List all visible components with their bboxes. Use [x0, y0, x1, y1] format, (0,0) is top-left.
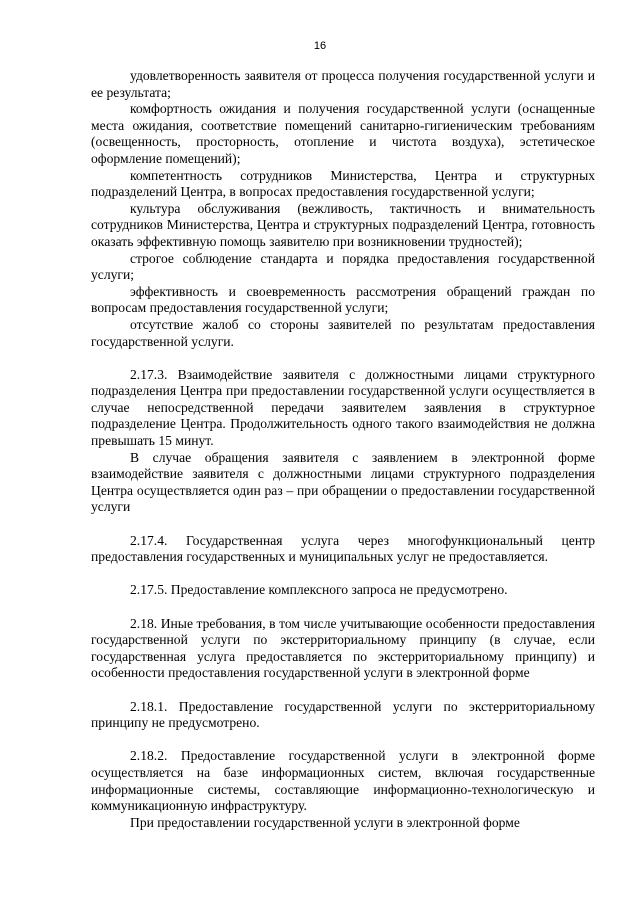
- paragraph-2-17-5: 2.17.5. Предоставление комплексного запроса не предусмотрено.: [130, 582, 508, 598]
- paragraph-no-complaints: отсутствие жалоб со стороны заявителей по результатам предоставления государственной услуги.: [91, 316, 595, 349]
- paragraph-electronic-interaction: В случае обращения заявителя с заявлением в электронной форме взаимодействие заявителя с должностными лицами структурного подразделения Центра осуществляется один раз – при обращении о предоставлении государственной услуги: [91, 449, 595, 515]
- page-number: 16: [313, 40, 327, 52]
- paragraph-efficiency: эффективность и своевременность рассмотрения обращений граждан по вопросам предоставления государственной услуги;: [91, 283, 595, 316]
- paragraph-2-18: 2.18. Иные требования, в том числе учитывающие особенности предоставления государственной услуги по экстерриториальному принципу (в случае, если государственная услуга предоставляется по экстерриториальному принципу) и особенности предоставления государственной услуги в электронной форме: [91, 615, 595, 681]
- spacer: [91, 350, 595, 367]
- paragraph-2-18-2: 2.18.2. Предоставление государственной услуги в электронной форме осуществляется на базе информационных систем, включая государственные информационные системы, составляющие информационно-технологическую и коммуникационную инфраструктуру.: [91, 748, 595, 814]
- spacer: [91, 732, 595, 749]
- spacer: [91, 599, 595, 616]
- document-body: [91, 68, 595, 831]
- paragraph-competence: компетентность сотрудников Министерства, Центра и структурных подразделений Центра, в вопросах предоставления государственной услуги;: [91, 167, 595, 200]
- paragraph-standard-compliance: строгое соблюдение стандарта и порядка предоставления государственной услуги;: [91, 250, 595, 283]
- spacer: [91, 566, 595, 583]
- paragraph-comfort: комфортность ожидания и получения государственной услуги (оснащенные места ожидания, соответствие помещений санитарно-гигиеническим требованиям (освещенность, просторность, отопление и чистота воздуха), эстетическое оформление помещений);: [91, 101, 595, 166]
- spacer: [91, 682, 595, 699]
- paragraph-2-17-4: 2.17.4. Государственная услуга через многофункциональный центр предоставления государственных и муниципальных услуг не предоставляется.: [91, 532, 595, 565]
- paragraph-electronic-provision: При предоставлении государственной услуги в электронной форме: [130, 814, 520, 830]
- paragraph-2-18-1: 2.18.1. Предоставление государственной услуги по экстерриториальному принципу не предусмотрено.: [91, 698, 595, 731]
- paragraph-2-17-3: 2.17.3. Взаимодействие заявителя с должностными лицами структурного подразделения Центра при предоставлении государственной услуги осуществляется в случае непосредственной передачи заявителем заявления в структурное подразделение Центра. Продолжительность одного такого взаимодействия не должна превышать 15 минут.: [91, 366, 595, 449]
- paragraph-satisfaction: удовлетворенность заявителя от процесса получения государственной услуги и ее результата;: [91, 68, 595, 100]
- paragraph-service-culture: культура обслуживания (вежливость, тактичность и внимательность сотрудников Министерства, Центра и структурных подразделений Центра, готовность оказать эффективную помощь заявителю при возникновении трудностей);: [91, 200, 595, 249]
- spacer: [91, 516, 595, 533]
